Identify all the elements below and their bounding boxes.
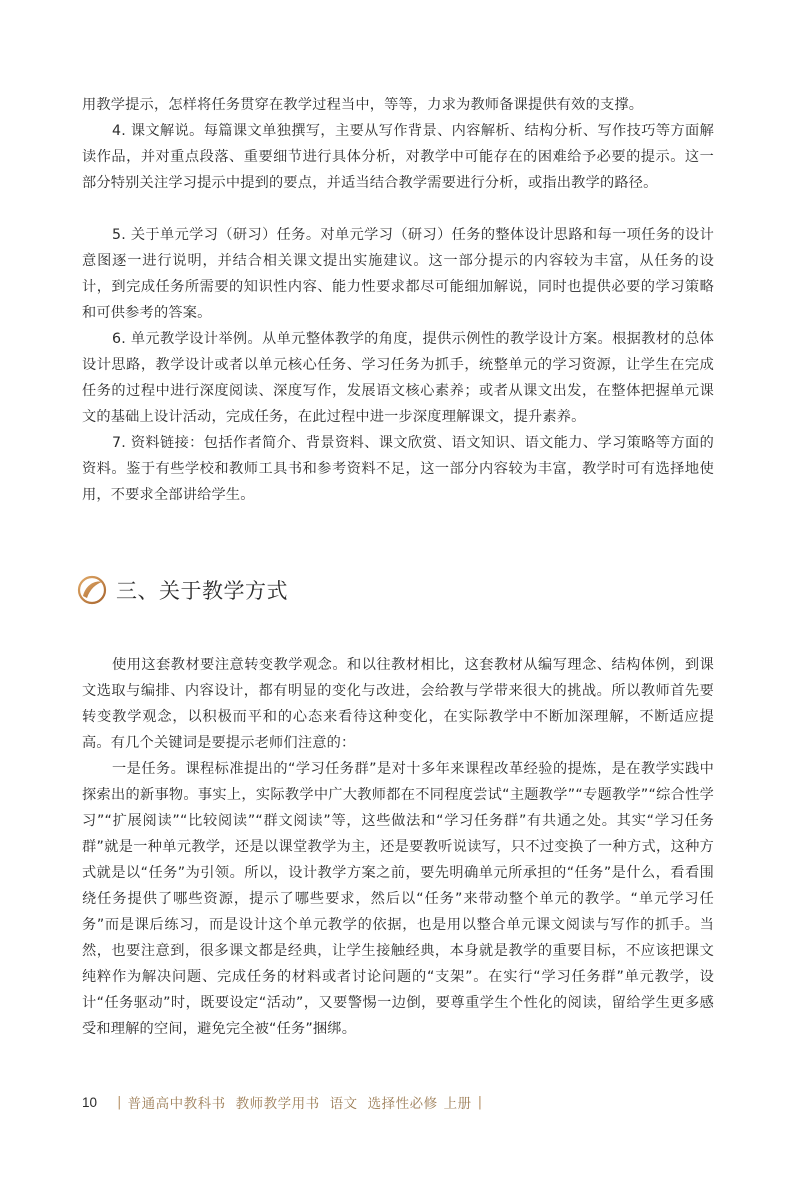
paragraph-item-7: 7. 资料链接：包括作者简介、背景资料、课文欣赏、语文知识、语文能力、学习策略等方面的资料。鉴于有些学校和教师工具书和参考资料不足，这一部分内容较为丰富，教学时可有选择地使用，不要求全部讲给学生。 xyxy=(82,435,714,503)
paragraph-task: 一是任务。课程标准提出的“学习任务群”是对十多年来课程改革经验的提炼，是在教学实践中探索出的新事物。事实上，实际教学中广大教师都在不同程度尝试“主题教学”“专题教学”“综合性学习”“扩展阅读”“比较阅读”“群文阅读”等，这些做法和“学习任务群”有共通之处。其实“学习任务群”就是一种单元教学，还是以课堂教学为主，还是要教听说读写，只不过变换了一种方式，这种方式就是以“任务”为引领。所以，设计教学方案之前，要先明确单元所承担的“任务”是什么，看看围绕任务提供了哪些资源，提示了哪些要求，然后以“任务”来带动整个单元的教学。“单元学习任务”而是课后练习，而是设计这个单元教学的依据，也是用以整合单元课文阅读与写作的抓手。当然，也要注意到，很多课文都是经典，让学生接触经典，本身就是教学的重要目标，不应该把课文纯粹作为解决问题、完成任务的材料或者讨论问题的“支架”。在实行“学习任务群”单元教学，设计“任务驱动”时，既要设定“活动”，又要警惕一边倒，要尊重学生个性化的阅读，留给学生更多感受和理解的空间，避免完全被“任务”捆绑。 xyxy=(82,761,715,1037)
footer-divider-end: | xyxy=(477,1094,483,1110)
footer-subject: 语文 xyxy=(329,1096,358,1112)
paragraph-intro: 使用这套教材要注意转变教学观念。和以往教材相比，这套教材从编写理念、结构体例，到课文选取与编排、内容设计，都有明显的变化与改进，会给教与学带来很大的挑战。所以教师首先要转变教学观念，以积极而平和的心态来看待这种变化，在实际教学中不断加深理解，不断适应提高。有几个关键词是要提示老师们注意的： xyxy=(82,657,714,751)
paragraph-continued: 用教学提示，怎样将任务贯穿在教学过程当中，等等，力求为教师备课提供有效的支撑。 xyxy=(82,97,644,113)
section-title: 三、关于教学方式 xyxy=(116,579,288,603)
paragraph-item-5: 5. 关于单元学习（研习）任务。对单元学习（研习）任务的整体设计思路和每一项任务的设计意图逐一进行说明，并结合相关课文提出实施建议。这一部分提示的内容较为丰富，从任务的设计，到完成任务所需要的知识性内容、能力性要求都尽可能细加解说，同时也提供必要的学习策略和可供参考的答案。 xyxy=(82,227,714,321)
page-footer xyxy=(82,1092,488,1112)
section-heading xyxy=(76,572,288,608)
footer-part: 上册 xyxy=(443,1096,472,1112)
footer-volume: 选择性必修 xyxy=(367,1096,438,1112)
footer-book-series: 普通高中教科书 xyxy=(127,1096,226,1112)
footer-book-type: 教师教学用书 xyxy=(235,1096,320,1112)
paragraph-item-6: 6. 单元教学设计举例。从单元整体教学的角度，提供示例性的教学设计方案。根据教材的总体设计思路，教学设计或者以单元核心任务、学习任务为抓手，统整单元的学习资源，让学生在完成任务的过程中进行深度阅读、深度写作，发展语文核心素养；或者从课文出发，在整体把握单元课文的基础上设计活动，完成任务，在此过程中进一步深度理解课文，提升素养。 xyxy=(82,331,714,425)
footer-divider: | xyxy=(117,1094,122,1110)
leaf-swirl-icon xyxy=(76,574,108,606)
page-number: 10 xyxy=(82,1094,98,1110)
paragraph-item-4: 4. 课文解说。每篇课文单独撰写，主要从写作背景、内容解析、结构分析、写作技巧等方面解读作品，并对重点段落、重要细节进行具体分析，对教学中可能存在的困难给予必要的提示。这一部分特别关注学习提示中提到的要点，并适当结合教学需要进行分析，或指出教学的路径。 xyxy=(82,123,714,191)
